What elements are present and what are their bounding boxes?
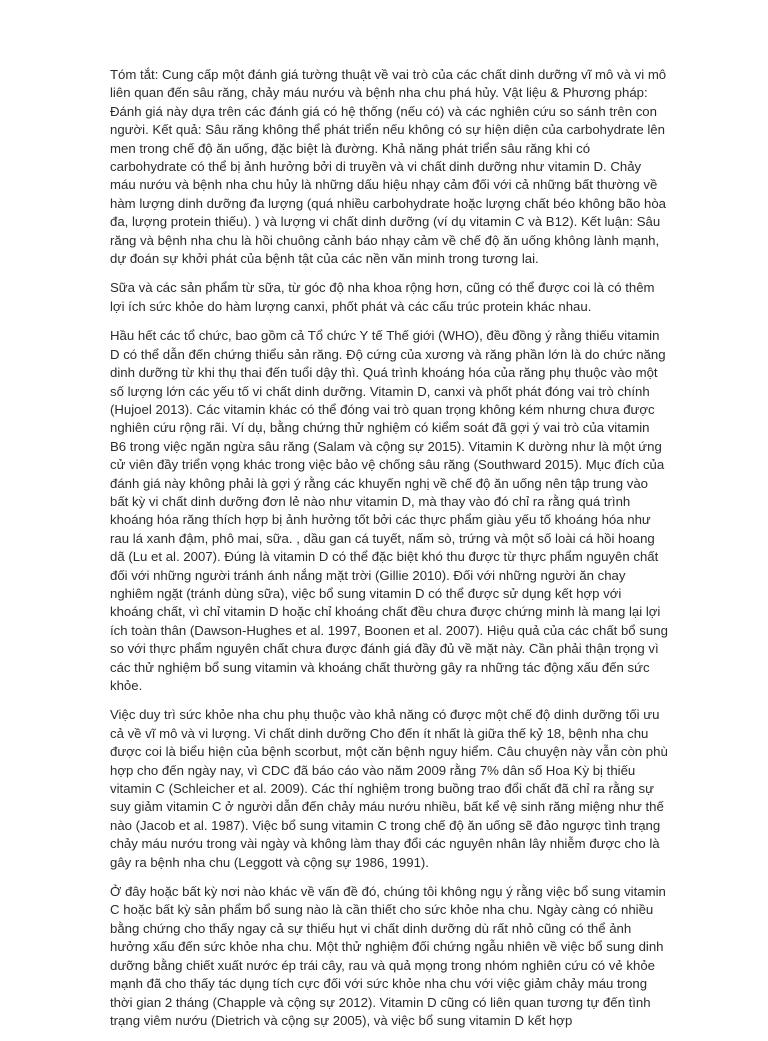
paragraph-dairy: Sữa và các sản phẩm từ sữa, từ góc độ nha khoa rộng hơn, cũng có thể được coi là có thêm lợi ích sức khỏe do hàm lượng canxi, phốt phát và các cấu trúc protein khác nhau. (110, 280, 655, 314)
document-body (110, 66, 668, 1041)
paragraph-periodontal-health: Việc duy trì sức khỏe nha chu phụ thuộc vào khả năng có được một chế độ dinh dưỡng tối ưu cả về vĩ mô và vi lượng. Vi chất dinh dưỡng Cho đến ít nhất là giữa thế kỷ 18, bệnh nha chu được coi là biểu hiện của bệnh scorbut, một căn bệnh nguy hiểm. Câu chuyện này vẫn còn phù hợp cho đến ngày nay, vì CDC đã báo cáo vào năm 2009 rằng 7% dân số Hoa Kỳ bị thiếu vitamin C (Schleicher et al. 2009). Các thí nghiệm trong buồng trao đổi chất đã chỉ ra rằng sự suy giảm vitamin C ở người dẫn đến chảy máu nướu nhiều, bất kể vệ sinh răng miệng như thế nào (Jacob et al. 1987). Việc bổ sung vitamin C trong chế độ ăn uống sẽ đảo ngược tình trạng chảy máu nướu trong vài ngày và không làm thay đổi các nguyên nhân lây nhiễm được cho là gây ra bệnh nha chu (Leggott và cộng sự 1986, 1991). (110, 707, 668, 870)
paragraph-supplements: Ở đây hoặc bất kỳ nơi nào khác về vấn đề đó, chúng tôi không ngụ ý rằng việc bổ sung vitamin C hoặc bất kỳ sản phẩm bổ sung nào là cần thiết cho sức khỏe nha chu. Ngày càng có nhiều bằng chứng cho thấy ngay cả sự thiếu hụt vi chất dinh dưỡng dù rất nhỏ cũng có thể ảnh hưởng xấu đến sức khỏe nha chu. Một thử nghiệm đối chứng ngẫu nhiên về việc bổ sung dinh dưỡng bằng chiết xuất nước ép trái cây, rau và quả mọng trong nhóm nghiên cứu có vẻ khỏe mạnh đã cho thấy tác dụng tích cực đối với sức khỏe nha chu với việc giảm chảy máu trong thời gian 2 tháng (Chapple và cộng sự 2012). Vitamin D cũng có liên quan tương tự đến tình trạng viêm nướu (Dietrich và cộng sự 2005), và việc bổ sung vitamin D kết hợp (110, 884, 666, 1028)
paragraph-abstract: Tóm tắt: Cung cấp một đánh giá tường thuật về vai trò của các chất dinh dưỡng vĩ mô và vi mô liên quan đến sâu răng, chảy máu nướu và bệnh nha chu phá hủy. Vật liệu & Phương pháp: Đánh giá này dựa trên các đánh giá có hệ thống (nếu có) và các nghiên cứu so sánh trên con người. Kết quả: Sâu răng không thể phát triển nếu không có sự hiện diện của carbohydrate lên men trong chế độ ăn uống, đặc biệt là đường. Khả năng phát triển sâu răng khi có carbohydrate có thể bị ảnh hưởng bởi di truyền và vi chất dinh dưỡng như vitamin D. Chảy máu nướu và bệnh nha chu hủy là những dấu hiệu nhạy cảm đối với cả những bất thường về hàm lượng dinh dưỡng đa lượng (quá nhiều carbohydrate hoặc lượng chất béo không bão hòa đa, lượng protein thiếu). ) và lượng vi chất dinh dưỡng (ví dụ vitamin C và B12). Kết luận: Sâu răng và bệnh nha chu là hồi chuông cảnh báo nhạy cảm về chế độ ăn uống không lành mạnh, dự đoán sự khởi phát của bệnh tật của các nền văn minh trong tương lai. (110, 67, 667, 267)
paragraph-vitamin-d: Hầu hết các tổ chức, bao gồm cả Tổ chức Y tế Thế giới (WHO), đều đồng ý rằng thiếu vitamin D có thể dẫn đến chứng thiểu sản răng. Độ cứng của xương và răng phần lớn là do chức năng dinh dưỡng từ khi thụ thai đến tuổi dậy thì. Quá trình khoáng hóa của răng phụ thuộc vào một số lượng lớn các yếu tố vi chất dinh dưỡng. Vitamin D, canxi và phốt phát đóng vai trò chính (Hujoel 2013). Các vitamin khác có thể đóng vai trò quan trọng không kém nhưng chưa được nghiên cứu rộng rãi. Ví dụ, bằng chứng thử nghiệm có kiểm soát đã gợi ý vai trò của vitamin B6 trong việc ngăn ngừa sâu răng (Salam và cộng sự 2015). Vitamin K dường như là một ứng cử viên đầy triển vọng khác trong việc bảo vệ chống sâu răng (Southward 2015). Mục đích của đánh giá này không phải là gợi ý rằng các khuyến nghị về chế độ ăn uống nên tập trung vào bất kỳ vi chất dinh dưỡng đơn lẻ nào như vitamin D, mà thay vào đó chỉ ra rằng quá trình khoáng hóa răng thích hợp bị ảnh hưởng tốt bởi các thực phẩm giàu yếu tố khoáng hóa như rau lá xanh đậm, phô mai, sữa. , dầu gan cá tuyết, nấm sò, trứng và một số loài cá hồi hoang dã (Lu et al. 2007). Đúng là vitamin D có thể đặc biệt khó thu được từ thực phẩm nguyên chất đối với những người tránh ánh nắng mặt trời (Gillie 2010). Đối với những người ăn chay nghiêm ngặt (tránh dùng sữa), việc bổ sung vitamin D có thể được sử dụng kết hợp với khoáng chất, vì chỉ vitamin D hoặc chỉ khoáng chất đều chưa được chứng minh là mang lại lợi ích toàn thân (Dawson-Hughes et al. 1997, Boonen et al. 2007). Hiệu quả của các chất bổ sung so với thực phẩm nguyên chất chưa được đánh giá đầy đủ về mặt này. Cần phải thận trọng vì các thử nghiệm bổ sung vitamin và khoáng chất thường gây ra những tác động xấu đến sức khỏe. (110, 328, 668, 693)
